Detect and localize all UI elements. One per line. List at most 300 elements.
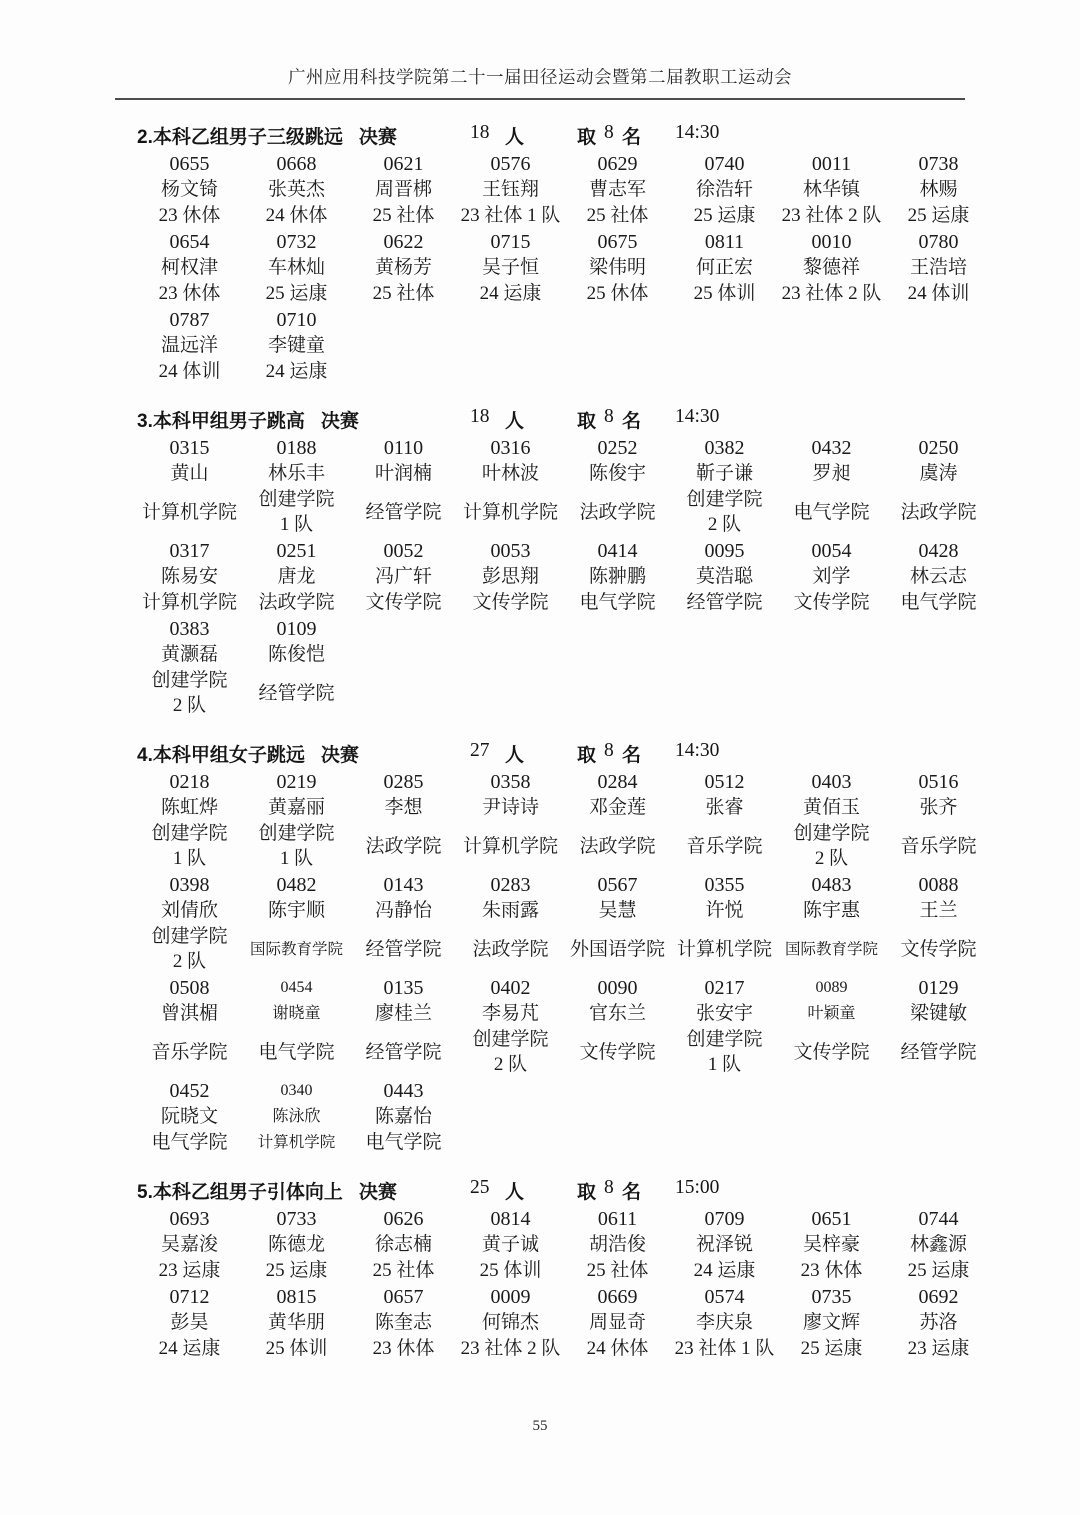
athlete-name: 李易芃	[481, 1003, 539, 1024]
dept-line: 25 运康	[907, 205, 970, 226]
dept-line: 25 运康	[265, 283, 328, 304]
event-take-count: 8	[604, 740, 614, 761]
athlete-row	[136, 539, 992, 615]
athlete-dept	[793, 487, 869, 537]
dept-line: 2 队	[493, 1054, 528, 1075]
dept-line: 法政学院	[579, 501, 656, 523]
dept-line: 1 队	[279, 514, 314, 535]
dept-line: 经管学院	[365, 1041, 442, 1063]
athlete-number: 0710	[276, 309, 317, 331]
event-header	[137, 1177, 1080, 1205]
athlete-cell	[243, 308, 350, 384]
athlete-dept	[266, 281, 328, 306]
athlete-dept	[587, 203, 649, 228]
event-number: 4.	[137, 745, 153, 766]
athlete-dept	[570, 924, 665, 974]
athlete-row	[136, 1079, 992, 1155]
athlete-cell	[136, 1207, 243, 1283]
event-title: 本科乙组男子引体向上	[152, 1182, 343, 1203]
athlete-dept	[793, 821, 869, 871]
athlete-number: 0780	[918, 231, 959, 253]
athlete-cell	[457, 1285, 564, 1361]
athlete-number: 0611	[597, 1208, 638, 1230]
athlete-cell	[136, 152, 243, 228]
dept-line: 电气学院	[793, 501, 870, 523]
athlete-name: 林赐	[919, 179, 958, 200]
event-count-unit: 人	[505, 127, 525, 148]
dept-line: 25 运康	[800, 1338, 863, 1359]
athlete-name: 莫浩聪	[695, 566, 753, 587]
athlete-number: 0675	[597, 231, 638, 253]
athlete-cell	[564, 152, 671, 228]
athlete-cell	[243, 1207, 350, 1283]
athlete-cell	[778, 230, 885, 306]
event-title: 本科甲组女子跳远	[152, 745, 305, 766]
athlete-number: 0403	[811, 771, 852, 793]
athlete-number: 0744	[918, 1208, 959, 1230]
athlete-cell	[457, 230, 564, 306]
dept-line: 创建学院	[258, 823, 335, 844]
athlete-name: 陈俊恺	[267, 644, 325, 665]
athlete-name: 梁键敏	[909, 1003, 967, 1024]
athlete-name: 唐龙	[277, 566, 316, 587]
athlete-name: 叶林波	[481, 463, 539, 484]
event-count-unit: 人	[505, 1182, 525, 1203]
dept-line: 创建学院	[151, 670, 228, 691]
athlete-number: 0089	[815, 979, 848, 996]
dept-line: 24 休体	[586, 1338, 649, 1359]
athlete-dept	[579, 590, 655, 615]
athlete-dept	[266, 203, 328, 228]
athlete-name: 叶润楠	[374, 463, 432, 484]
athlete-number: 0252	[597, 437, 638, 459]
athlete-dept	[686, 1027, 762, 1077]
dept-line: 2 队	[814, 848, 849, 869]
athlete-name: 张安宇	[695, 1003, 753, 1024]
athlete-number: 0738	[918, 153, 959, 175]
athlete-name: 王浩培	[909, 257, 967, 278]
athlete-number: 0340	[280, 1082, 313, 1099]
athlete-cell	[136, 308, 243, 384]
athlete-dept	[159, 1336, 221, 1361]
athlete-dept	[480, 1258, 542, 1283]
athlete-cell	[564, 1285, 671, 1361]
athlete-name: 刘倩欣	[160, 900, 218, 921]
athlete-name: 苏洛	[919, 1312, 958, 1333]
athlete-name: 何正宏	[695, 257, 753, 278]
athlete-number: 0574	[704, 1286, 745, 1308]
dept-line: 文传学院	[793, 1041, 870, 1063]
athlete-dept	[472, 924, 548, 974]
athlete-cell	[350, 976, 457, 1077]
dept-line: 25 社体	[372, 283, 435, 304]
athlete-number: 0735	[811, 1286, 852, 1308]
event-entrant-count: 25	[470, 1177, 490, 1198]
athlete-name: 朱雨露	[481, 900, 539, 921]
athlete-name: 陈易安	[160, 566, 218, 587]
athlete-number: 0740	[704, 153, 745, 175]
athlete-row	[136, 230, 992, 306]
athlete-cell	[243, 152, 350, 228]
athlete-cell	[671, 976, 778, 1077]
event-round: 决赛	[320, 745, 359, 766]
event-take-unit: 名	[622, 411, 642, 432]
event-take-count: 8	[604, 122, 614, 143]
dept-line: 外国语学院	[569, 938, 665, 960]
athlete-number: 0090	[597, 977, 638, 999]
athlete-cell	[885, 1207, 992, 1283]
athlete-dept	[151, 1027, 227, 1077]
athlete-name: 周显奇	[588, 1312, 646, 1333]
athlete-cell	[136, 1285, 243, 1361]
athlete-name: 徐志楠	[374, 1234, 432, 1255]
athlete-cell	[564, 976, 671, 1077]
athlete-cell	[350, 1207, 457, 1283]
dept-line: 国际教育学院	[249, 940, 343, 958]
dept-line: 23 社体 2 队	[781, 283, 882, 304]
dept-line: 经管学院	[900, 1041, 977, 1063]
athlete-number: 0715	[490, 231, 531, 253]
dept-line: 25 体训	[265, 1338, 328, 1359]
athlete-name: 陈宇惠	[802, 900, 860, 921]
dept-line: 文传学院	[900, 938, 977, 960]
athlete-cell	[243, 539, 350, 615]
athlete-number: 0317	[169, 540, 210, 562]
athlete-number: 0129	[918, 977, 959, 999]
event-take-unit: 名	[622, 745, 642, 766]
event-entrant-count: 18	[470, 406, 490, 427]
dept-line: 25 运康	[693, 205, 756, 226]
dept-line: 经管学院	[365, 501, 442, 523]
athlete-number: 0218	[169, 771, 210, 793]
athlete-cell	[564, 770, 671, 871]
athlete-dept	[782, 281, 882, 306]
athlete-cell	[778, 539, 885, 615]
athlete-cell	[136, 436, 243, 537]
dept-line: 2 队	[172, 951, 207, 972]
athlete-number: 0219	[276, 771, 317, 793]
athlete-name: 许悦	[705, 900, 744, 921]
event-take-unit: 名	[622, 1182, 642, 1203]
athlete-number: 0284	[597, 771, 638, 793]
athlete-dept	[373, 281, 435, 306]
athlete-number: 0692	[918, 1286, 959, 1308]
athlete-dept	[900, 487, 976, 537]
dept-line: 创建学院	[686, 1029, 763, 1050]
athlete-dept	[908, 203, 970, 228]
athlete-name: 李庆泉	[695, 1312, 753, 1333]
athlete-cell	[778, 152, 885, 228]
dept-line: 23 社体 1 队	[460, 205, 561, 226]
dept-line: 25 社体	[586, 1260, 649, 1281]
event-header	[137, 740, 1080, 768]
athlete-name: 周晋梆	[374, 179, 432, 200]
athlete-number: 0629	[597, 153, 638, 175]
athlete-dept	[461, 1336, 561, 1361]
athlete-dept	[151, 1130, 227, 1155]
athlete-cell	[671, 539, 778, 615]
athlete-dept	[461, 203, 561, 228]
athlete-dept	[365, 924, 441, 974]
athlete-cell	[778, 1285, 885, 1361]
athlete-name: 林鑫源	[909, 1234, 967, 1255]
athlete-number: 0052	[383, 540, 424, 562]
athlete-dept	[908, 281, 970, 306]
athlete-number: 0452	[169, 1080, 210, 1102]
dept-line: 文传学院	[793, 592, 870, 613]
event-number: 3.	[137, 411, 153, 432]
dept-line: 24 休体	[265, 205, 328, 226]
event-take-label: 取	[577, 411, 597, 432]
athlete-name: 陈德龙	[267, 1234, 325, 1255]
athlete-dept	[900, 590, 976, 615]
athlete-cell	[136, 873, 243, 974]
event-time: 14:30	[675, 122, 720, 143]
event-section	[0, 406, 1080, 718]
dept-line: 文传学院	[579, 1041, 656, 1063]
athlete-name: 吴梓豪	[802, 1234, 860, 1255]
dept-line: 25 运康	[907, 1260, 970, 1281]
dept-line: 23 社体 1 队	[674, 1338, 775, 1359]
athlete-dept	[266, 1336, 328, 1361]
athlete-number: 0508	[169, 977, 210, 999]
athlete-number: 0483	[811, 874, 852, 896]
event-count-unit: 人	[505, 745, 525, 766]
athlete-number: 0512	[704, 771, 745, 793]
event-time: 14:30	[675, 406, 720, 427]
athlete-name: 黄子诚	[481, 1234, 539, 1255]
athlete-name: 吴嘉浚	[160, 1234, 218, 1255]
athlete-row	[136, 873, 992, 974]
athlete-number: 0188	[276, 437, 317, 459]
athlete-name: 柯权津	[160, 257, 218, 278]
dept-line: 计算机学院	[141, 501, 237, 523]
athlete-row	[136, 308, 992, 384]
event-take-label: 取	[577, 1182, 597, 1203]
athlete-dept	[151, 668, 227, 718]
athlete-dept	[266, 359, 328, 384]
athlete-number: 0811	[704, 231, 745, 253]
athlete-dept	[472, 1027, 548, 1077]
athlete-name: 李键童	[267, 335, 325, 356]
dept-line: 经管学院	[365, 938, 442, 960]
athlete-dept	[694, 281, 756, 306]
athlete-dept	[686, 821, 762, 871]
athlete-dept	[151, 821, 227, 871]
dept-line: 25 体训	[693, 283, 756, 304]
athlete-cell	[457, 976, 564, 1077]
page-title: 广州应用科技学院第二十一届田径运动会暨第二届教职工运动会	[288, 67, 792, 87]
athlete-dept	[900, 1027, 976, 1077]
athlete-cell	[350, 770, 457, 871]
athlete-cell	[243, 1285, 350, 1361]
athlete-dept	[373, 1336, 435, 1361]
athlete-name: 何锦杰	[481, 1312, 539, 1333]
athlete-name: 杨文锜	[160, 179, 218, 200]
athlete-row	[136, 617, 992, 718]
athlete-number: 0402	[490, 977, 531, 999]
athlete-cell	[243, 617, 350, 718]
athlete-name: 邓金莲	[588, 797, 646, 818]
athlete-name: 黄嘉丽	[267, 797, 325, 818]
event-take-count: 8	[604, 1177, 614, 1198]
dept-line: 音乐学院	[686, 835, 763, 857]
athlete-name: 胡浩俊	[588, 1234, 646, 1255]
athlete-cell	[885, 976, 992, 1077]
athlete-dept	[250, 924, 343, 974]
athlete-name: 李想	[384, 797, 423, 818]
dept-line: 计算机学院	[257, 1134, 336, 1151]
athlete-name: 罗昶	[812, 463, 851, 484]
athlete-cell	[350, 873, 457, 974]
dept-line: 经管学院	[686, 592, 763, 613]
athlete-name: 刘学	[812, 566, 851, 587]
athlete-dept	[793, 1027, 869, 1077]
athlete-dept	[151, 924, 227, 974]
athlete-name: 叶颖童	[807, 1005, 856, 1022]
athlete-cell	[671, 230, 778, 306]
athlete-cell	[457, 1207, 564, 1283]
dept-line: 法政学院	[579, 835, 656, 857]
dept-line: 电气学院	[579, 592, 656, 613]
athlete-dept	[908, 1258, 970, 1283]
athlete-cell	[885, 152, 992, 228]
athlete-dept	[686, 590, 762, 615]
athlete-name: 陈虹烨	[160, 797, 218, 818]
athlete-name: 陈俊宇	[588, 463, 646, 484]
athlete-name: 官东兰	[588, 1003, 646, 1024]
athlete-name: 黄华朋	[267, 1312, 325, 1333]
dept-line: 25 社体	[372, 1260, 435, 1281]
athlete-number: 0815	[276, 1286, 317, 1308]
athlete-dept	[266, 1258, 328, 1283]
athlete-number: 0669	[597, 1286, 638, 1308]
athlete-number: 0709	[704, 1208, 745, 1230]
athlete-number: 0567	[597, 874, 638, 896]
dept-line: 法政学院	[900, 501, 977, 523]
athlete-dept	[694, 1258, 756, 1283]
dept-line: 文传学院	[472, 592, 549, 613]
athlete-number: 0668	[276, 153, 317, 175]
athlete-cell	[564, 539, 671, 615]
event-title: 本科甲组男子跳高	[152, 411, 305, 432]
athlete-dept	[801, 1258, 863, 1283]
dept-line: 创建学院	[258, 489, 335, 510]
athlete-dept	[463, 821, 558, 871]
athlete-number: 0283	[490, 874, 531, 896]
athlete-name: 冯静怡	[374, 900, 432, 921]
athlete-name: 尹诗诗	[481, 797, 539, 818]
dept-line: 电气学院	[151, 1132, 228, 1153]
dept-line: 计算机学院	[462, 501, 558, 523]
athlete-cell	[671, 770, 778, 871]
dept-line: 音乐学院	[900, 835, 977, 857]
dept-line: 计算机学院	[141, 592, 237, 613]
dept-line: 国际教育学院	[784, 940, 878, 958]
athlete-dept	[258, 668, 334, 718]
athlete-number: 0576	[490, 153, 531, 175]
event-round: 决赛	[358, 127, 397, 148]
dept-line: 23 运康	[907, 1338, 970, 1359]
athlete-name: 徐浩轩	[695, 179, 753, 200]
athlete-number: 0693	[169, 1208, 210, 1230]
dept-line: 23 休体	[800, 1260, 863, 1281]
athlete-name: 陈奎志	[374, 1312, 432, 1333]
athlete-number: 0516	[918, 771, 959, 793]
athlete-number: 0398	[169, 874, 210, 896]
athlete-number: 0787	[169, 309, 210, 331]
athlete-number: 0382	[704, 437, 745, 459]
athlete-name: 曹志军	[588, 179, 646, 200]
athlete-dept	[587, 281, 649, 306]
athlete-cell	[564, 436, 671, 537]
athlete-name: 林乐丰	[267, 463, 325, 484]
athlete-name: 王钰翔	[481, 179, 539, 200]
athlete-name: 黄灏磊	[160, 644, 218, 665]
athlete-dept	[782, 203, 882, 228]
athlete-name: 黎德祥	[802, 257, 860, 278]
athlete-dept	[258, 590, 334, 615]
athlete-cell	[778, 436, 885, 537]
athlete-dept	[579, 487, 655, 537]
athlete-number: 0011	[811, 153, 852, 175]
event-number: 2.	[137, 127, 153, 148]
athlete-name: 祝泽锐	[695, 1234, 753, 1255]
event-time: 15:00	[675, 1177, 720, 1198]
athlete-dept	[579, 1027, 655, 1077]
athlete-number: 0622	[383, 231, 424, 253]
dept-line: 25 体训	[479, 1260, 542, 1281]
athlete-number: 0010	[811, 231, 852, 253]
dept-line: 创建学院	[686, 489, 763, 510]
athlete-name: 冯广轩	[374, 566, 432, 587]
athlete-name: 王兰	[919, 900, 958, 921]
athlete-number: 0054	[811, 540, 852, 562]
athlete-number: 0315	[169, 437, 210, 459]
athlete-name: 谢晓童	[272, 1005, 321, 1022]
athlete-number: 0432	[811, 437, 852, 459]
event-section	[0, 1177, 1080, 1361]
athlete-row	[136, 152, 992, 228]
dept-line: 计算机学院	[462, 835, 558, 857]
dept-line: 创建学院	[151, 926, 228, 947]
athlete-dept	[258, 487, 334, 537]
event-take-count: 8	[604, 406, 614, 427]
athlete-row	[136, 1207, 992, 1283]
athlete-dept	[365, 487, 441, 537]
dept-line: 1 队	[279, 848, 314, 869]
athlete-name: 温远洋	[160, 335, 218, 356]
event-header	[137, 406, 1080, 434]
athlete-dept	[463, 487, 558, 537]
athlete-dept	[587, 1258, 649, 1283]
athlete-name: 彭思翔	[481, 566, 539, 587]
athlete-cell	[778, 873, 885, 974]
athlete-cell	[136, 1079, 243, 1155]
athlete-dept	[785, 924, 878, 974]
athlete-cell	[457, 873, 564, 974]
athlete-dept	[793, 590, 869, 615]
athlete-name: 廖文辉	[802, 1312, 860, 1333]
athlete-dept	[258, 821, 334, 871]
dept-line: 文传学院	[365, 592, 442, 613]
athlete-number: 0732	[276, 231, 317, 253]
athlete-cell	[885, 436, 992, 537]
athlete-number: 0383	[169, 618, 210, 640]
dept-line: 25 社体	[372, 205, 435, 226]
athlete-cell	[778, 1207, 885, 1283]
athlete-dept	[694, 203, 756, 228]
